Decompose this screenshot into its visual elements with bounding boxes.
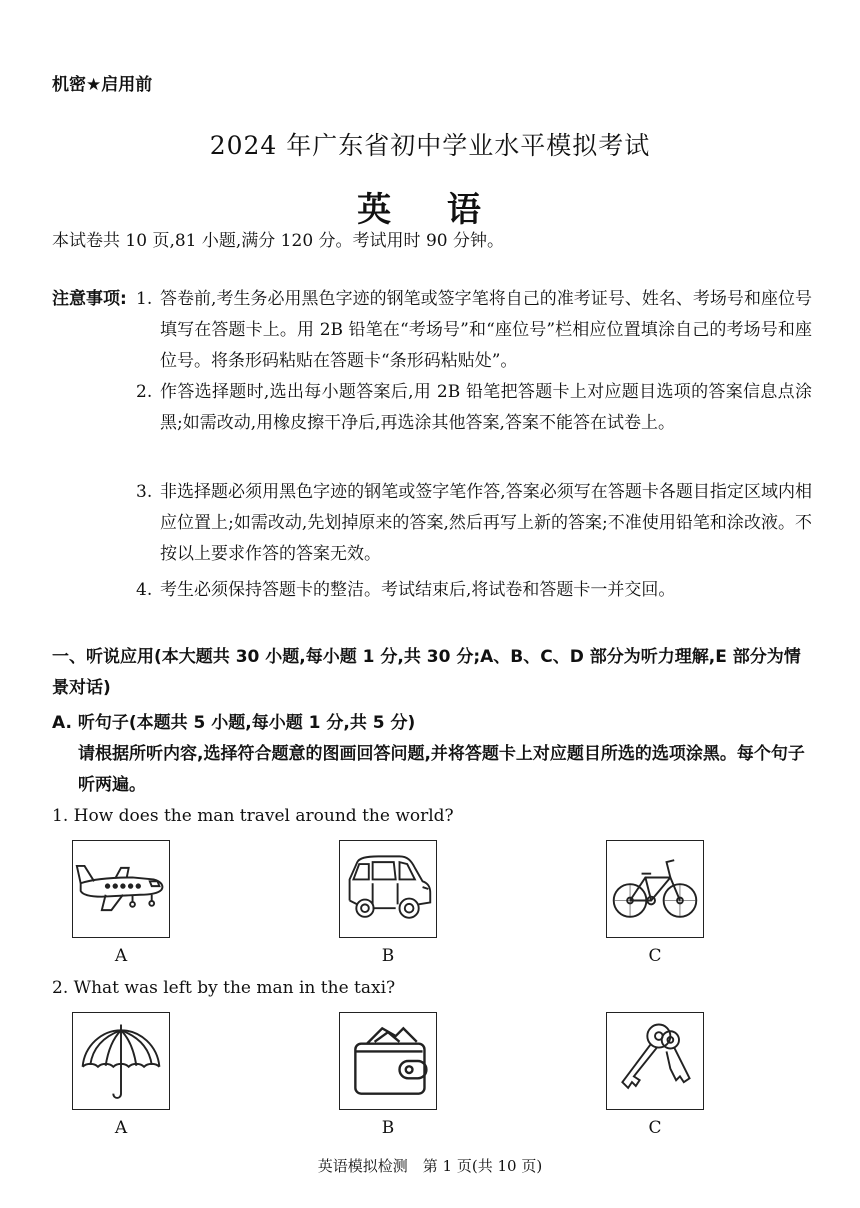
keys-icon[interactable]	[606, 1012, 704, 1110]
airplane-icon[interactable]	[72, 840, 170, 938]
umbrella-icon[interactable]	[72, 1012, 170, 1110]
confidential-mark: 机密★启用前	[52, 75, 153, 95]
option-label: C	[648, 946, 662, 966]
option-label: B	[381, 946, 395, 966]
option-label: C	[648, 1118, 662, 1138]
exam-intro: 本试卷共 10 页,81 小题,满分 120 分。考试用时 90 分钟。	[52, 231, 504, 251]
note-item	[136, 377, 812, 439]
page-footer: 英语模拟检测 第 1 页(共 10 页)	[317, 1157, 543, 1175]
note-number: 3.	[136, 482, 153, 502]
option-label: A	[114, 1118, 128, 1138]
wallet-icon[interactable]	[339, 1012, 437, 1110]
note-number: 1.	[136, 289, 153, 309]
notes-label: 注意事项:	[52, 289, 127, 309]
part-a-title: A. 听句子(本题共 5 小题,每小题 1 分,共 5 分)	[52, 713, 416, 733]
bicycle-icon[interactable]	[606, 840, 704, 938]
note-text: 非选择题必须用黑色字迹的钢笔或签字笔作答,答案必须写在答题卡各题目指定区域内相应位置上;如需改动,先划掉原来的答案,然后再写上新的答案;不准使用铅笔和涂改液。不按以上要求作答的答案无效。	[160, 482, 812, 564]
section-1-title	[52, 642, 812, 704]
option-label: A	[114, 946, 128, 966]
note-number: 2.	[136, 382, 153, 402]
note-item	[136, 284, 812, 377]
car-icon[interactable]	[339, 840, 437, 938]
note-text: 答卷前,考生务必用黑色字迹的钢笔或签字笔将自己的准考证号、姓名、考场号和座位号填写在答题卡上。用 2B 铅笔在“考场号”和“座位号”栏相应位置填涂自己的考场号和座位号。将条形码粘贴在答题卡“条形码粘贴处”。	[160, 289, 812, 371]
note-text: 作答选择题时,选出每小题答案后,用 2B 铅笔把答题卡上对应题目选项的答案信息点涂黑;如需改动,用橡皮擦干净后,再选涂其他答案,答案不能答在试卷上。	[160, 382, 812, 433]
exam-title: 2024 年广东省初中学业水平模拟考试	[209, 131, 651, 160]
question-2-text: 2. What was left by the man in the taxi?	[52, 978, 396, 998]
section-1-text: 一、听说应用(本大题共 30 小题,每小题 1 分,共 30 分;A、B、C、D 部分为听力理解,E 部分为情景对话)	[52, 647, 801, 698]
part-a-instruction: 请根据所听内容,选择符合题意的图画回答问题,并将答题卡上对应题目所选的选项涂黑。每个句子听两遍。	[78, 744, 805, 795]
note-text: 考生必须保持答题卡的整洁。考试结束后,将试卷和答题卡一并交回。	[160, 580, 676, 600]
option-label: B	[381, 1118, 395, 1138]
question-1-text: 1. How does the man travel around the world?	[52, 806, 454, 826]
note-item	[136, 575, 812, 606]
note-item	[136, 477, 812, 570]
note-number: 4.	[136, 580, 153, 600]
subject-title: 英 语	[357, 190, 503, 230]
